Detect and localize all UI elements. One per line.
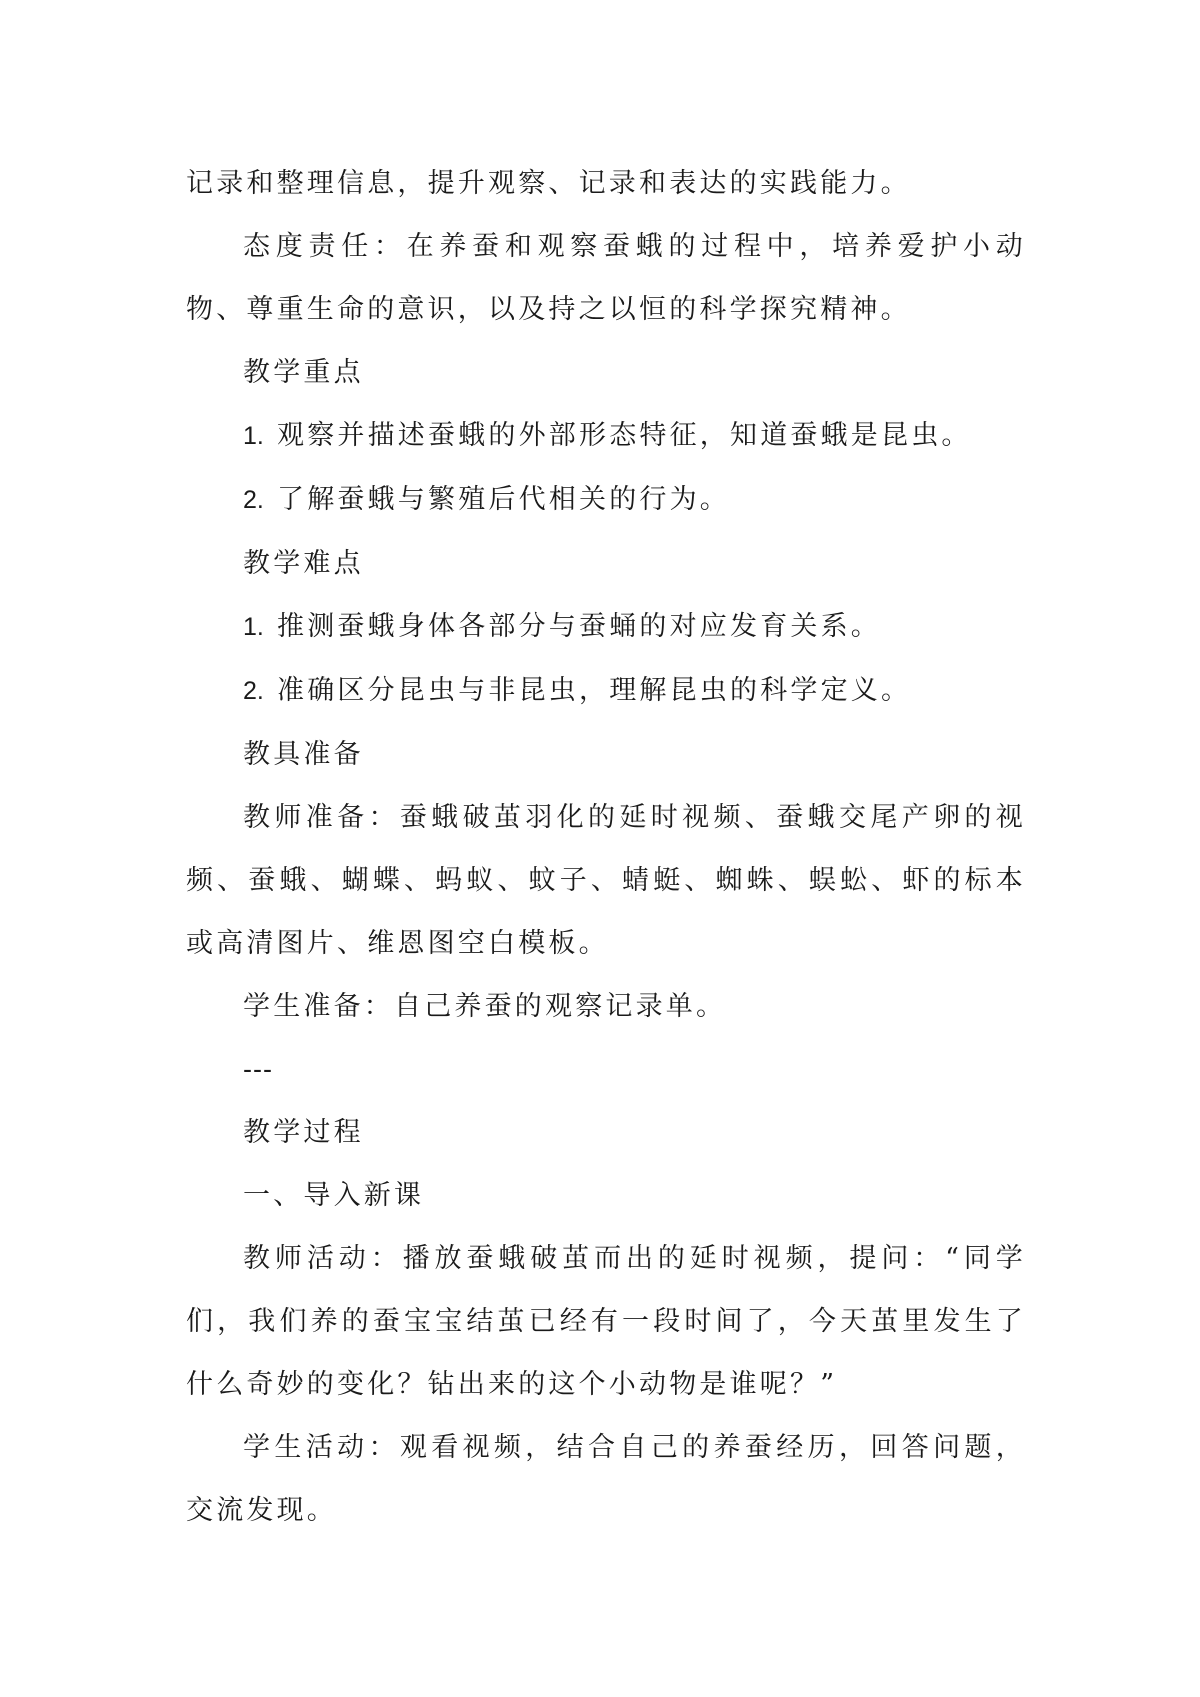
paragraph-continuation: 记录和整理信息，提升观察、记录和表达的实践能力。 [186, 168, 911, 199]
difficulty-item-1 [186, 595, 1026, 659]
paragraph-teacher-preparation: 教师准备：蚕蛾破茧羽化的延时视频、蚕蛾交尾产卵的视频、蚕蛾、蝴蝶、蚂蚁、蚊子、蜻蜓、蜘蛛、蜈蚣、虾的标本或高清图片、维恩图空白模板。 [186, 802, 1026, 959]
paragraph-student-activity: 学生活动：观看视频，结合自己的养蚕经历，回答问题，交流发现。 [186, 1432, 1026, 1526]
key-point-item-2 [186, 468, 1026, 532]
separator-line: --- [243, 1054, 273, 1084]
heading-teaching-key-points: 教学重点 [243, 357, 364, 388]
heading-teaching-process: 教学过程 [243, 1117, 364, 1148]
heading-teaching-difficulties: 教学难点 [243, 548, 364, 579]
item-number: 2. [243, 677, 264, 705]
item-number: 1. [243, 613, 264, 641]
document-body [186, 152, 1026, 1542]
difficulty-item-2 [186, 659, 1026, 723]
item-number: 2. [243, 486, 264, 514]
item-number: 1. [243, 422, 264, 450]
paragraph-student-preparation: 学生准备：自己养蚕的观察记录单。 [243, 991, 727, 1022]
item-text: 了解蚕蛾与繁殖后代相关的行为。 [277, 484, 730, 515]
paragraph-teacher-activity: 教师活动：播放蚕蛾破茧而出的延时视频，提问：“同学们，我们养的蚕宝宝结茧已经有一段时间了，今天茧里发生了什么奇妙的变化？钻出来的这个小动物是谁呢？” [186, 1243, 1026, 1400]
paragraph-attitude-responsibility: 态度责任：在养蚕和观察蚕蛾的过程中，培养爱护小动物、尊重生命的意识，以及持之以恒的科学探究精神。 [186, 231, 1026, 325]
item-text: 准确区分昆虫与非昆虫，理解昆虫的科学定义。 [277, 675, 912, 706]
heading-section-introduction: 一、导入新课 [243, 1180, 425, 1211]
item-text: 推测蚕蛾身体各部分与蚕蛹的对应发育关系。 [277, 611, 881, 642]
item-text: 观察并描述蚕蛾的外部形态特征，知道蚕蛾是昆虫。 [277, 420, 972, 451]
heading-teaching-tools: 教具准备 [243, 739, 364, 770]
key-point-item-1 [186, 404, 1026, 468]
